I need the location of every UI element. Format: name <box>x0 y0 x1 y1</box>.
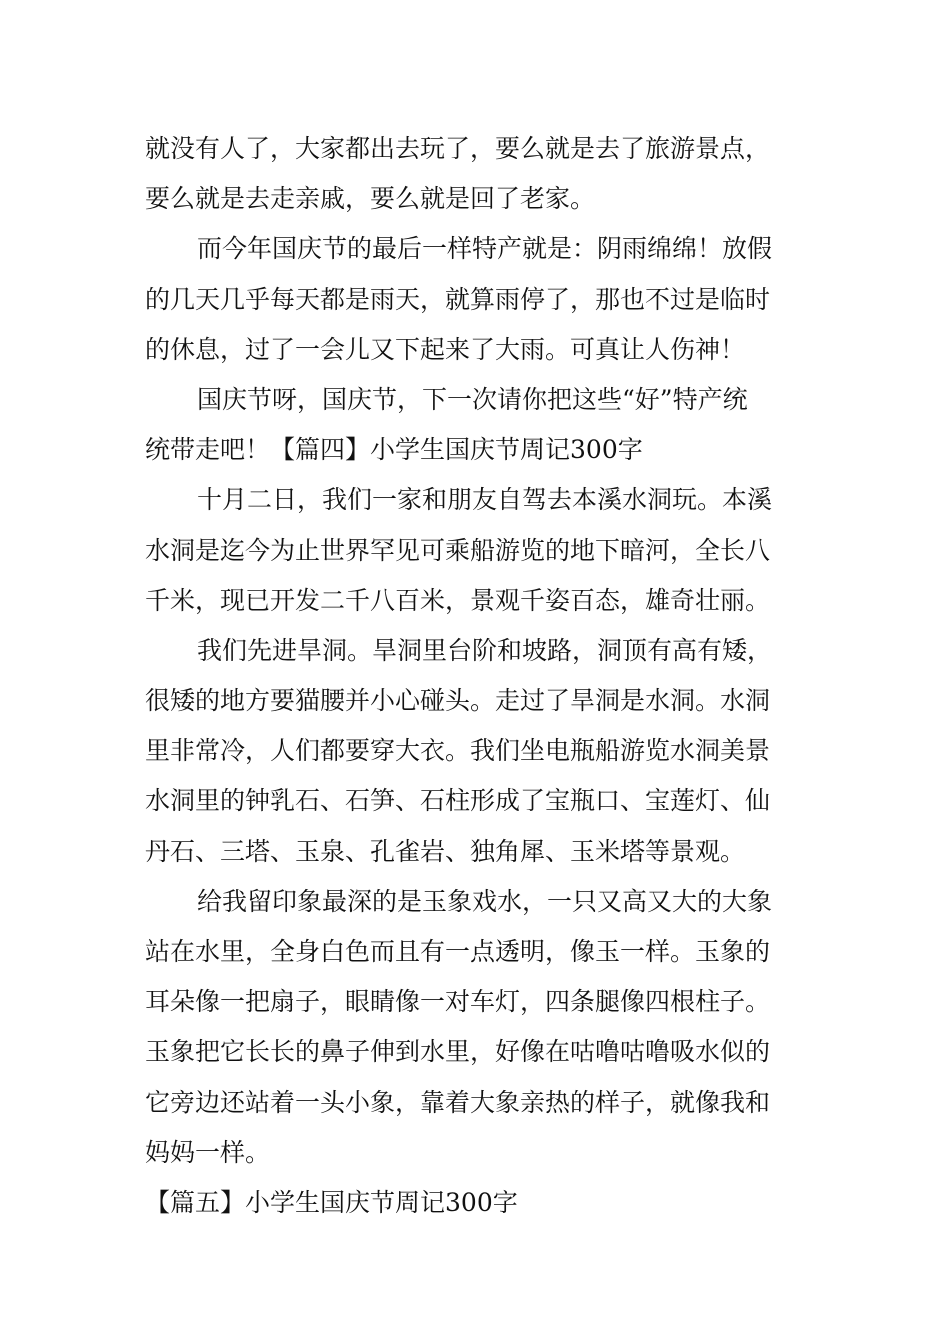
text-line: 的几天几乎每天都是雨天，就算雨停了，那也不过是临时 <box>145 284 771 314</box>
text-line: 很矮的地方要猫腰并小心碰头。走过了旱洞是水洞。水洞 <box>145 686 771 716</box>
text-line: 就没有人了，大家都出去玩了，要么就是去了旅游景点， <box>145 134 771 163</box>
text-line: 丹石、三塔、玉泉、孔雀岩、独角犀、玉米塔等景观。 <box>145 836 746 866</box>
text-line: 玉象把它长长的鼻子伸到水里，好像在咕噜咕噜吸水似的 <box>145 1037 771 1067</box>
text-line: 国庆节呀，国庆节，下一次请你把这些“好”特产统 <box>197 384 748 414</box>
text-line: 千米，现已开发二千八百米，景观千姿百态，雄奇壮丽。 <box>145 585 771 615</box>
text-line: 统带走吧！【篇四】小学生国庆节周记300字 <box>145 435 643 465</box>
body-text <box>145 124 807 1228</box>
text-line: 水洞里的钟乳石、石笋、石柱形成了宝瓶口、宝莲灯、仙 <box>145 786 771 816</box>
text-line: 站在水里，全身白色而且有一点透明，像玉一样。玉象的 <box>145 937 771 966</box>
text-line: 耳朵像一把扇子，眼睛像一对车灯，四条腿像四根柱子。 <box>145 987 771 1017</box>
text-line: 它旁边还站着一头小象，靠着大象亲热的样子，就像我和 <box>145 1087 771 1117</box>
text-line: 妈妈一样。 <box>145 1137 271 1167</box>
text-line: 要么就是去走亲戚，要么就是回了老家。 <box>145 184 596 214</box>
text-line: 给我留印象最深的是玉象戏水，一只又高又大的大象 <box>197 886 773 916</box>
text-line: 水洞是迄今为止世界罕见可乘船游览的地下暗河，全长八 <box>145 535 771 565</box>
text-line: 我们先进旱洞。旱洞里台阶和坡路，洞顶有高有矮， <box>197 635 773 665</box>
section-heading: 【篇五】小学生国庆节周记300字 <box>145 1187 518 1217</box>
text-line: 的休息，过了一会儿又下起来了大雨。可真让人伤神！ <box>145 334 746 364</box>
text-line: 里非常冷，人们都要穿大衣。我们坐电瓶船游览水洞美景 <box>145 736 771 766</box>
text-line: 十月二日，我们一家和朋友自驾去本溪水洞玩。本溪 <box>197 485 773 515</box>
text-line: 而今年国庆节的最后一样特产就是：阴雨绵绵！放假 <box>197 234 773 264</box>
